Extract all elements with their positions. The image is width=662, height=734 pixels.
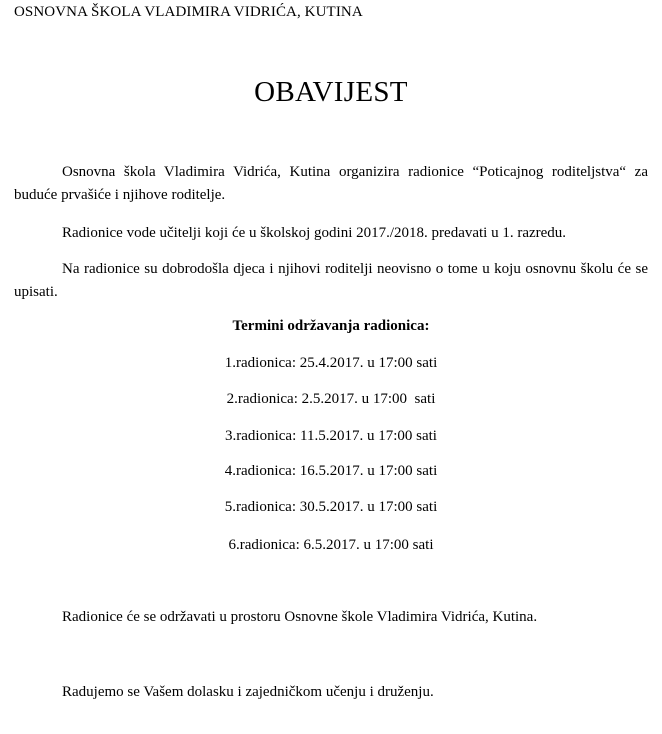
schedule-item: 2.radionica: 2.5.2017. u 17:00 sati (226, 391, 436, 407)
school-header: OSNOVNA ŠKOLA VLADIMIRA VIDRIĆA, KUTINA (14, 4, 363, 20)
teachers-paragraph: Radionice vode učitelji koji će u školskoj godini 2017./2018. predavati u 1. razredu. (62, 225, 567, 241)
schedule-item: 6.radionica: 6.5.2017. u 17:00 sati (228, 537, 434, 553)
document-title: OBAVIJEST (254, 76, 408, 108)
intro-paragraph: Osnovna škola Vladimira Vidrića, Kutina organizira radionice “Poticajnog roditeljstva“ za buduće prvašiće i njihove roditelje. (14, 164, 648, 203)
schedule-item: 4.radionica: 16.5.2017. u 17:00 sati (224, 463, 438, 479)
schedule-title: Termini održavanja radionica: (232, 318, 430, 334)
location-paragraph: Radionice će se održavati u prostoru Osnovne škole Vladimira Vidrića, Kutina. (62, 609, 538, 625)
schedule-item: 1.radionica: 25.4.2017. u 17:00 sati (224, 355, 438, 371)
welcome-paragraph: Na radionice su dobrodošla djeca i njihovi roditelji neovisno o tome u koju osnovnu školu će se upisati. (14, 261, 648, 300)
greeting-paragraph: Radujemo se Vašem dolasku i zajedničkom učenju i druženju. (62, 684, 434, 700)
schedule-item: 3.radionica: 11.5.2017. u 17:00 sati (225, 428, 437, 444)
schedule-item: 5.radionica: 30.5.2017. u 17:00 sati (224, 499, 438, 515)
